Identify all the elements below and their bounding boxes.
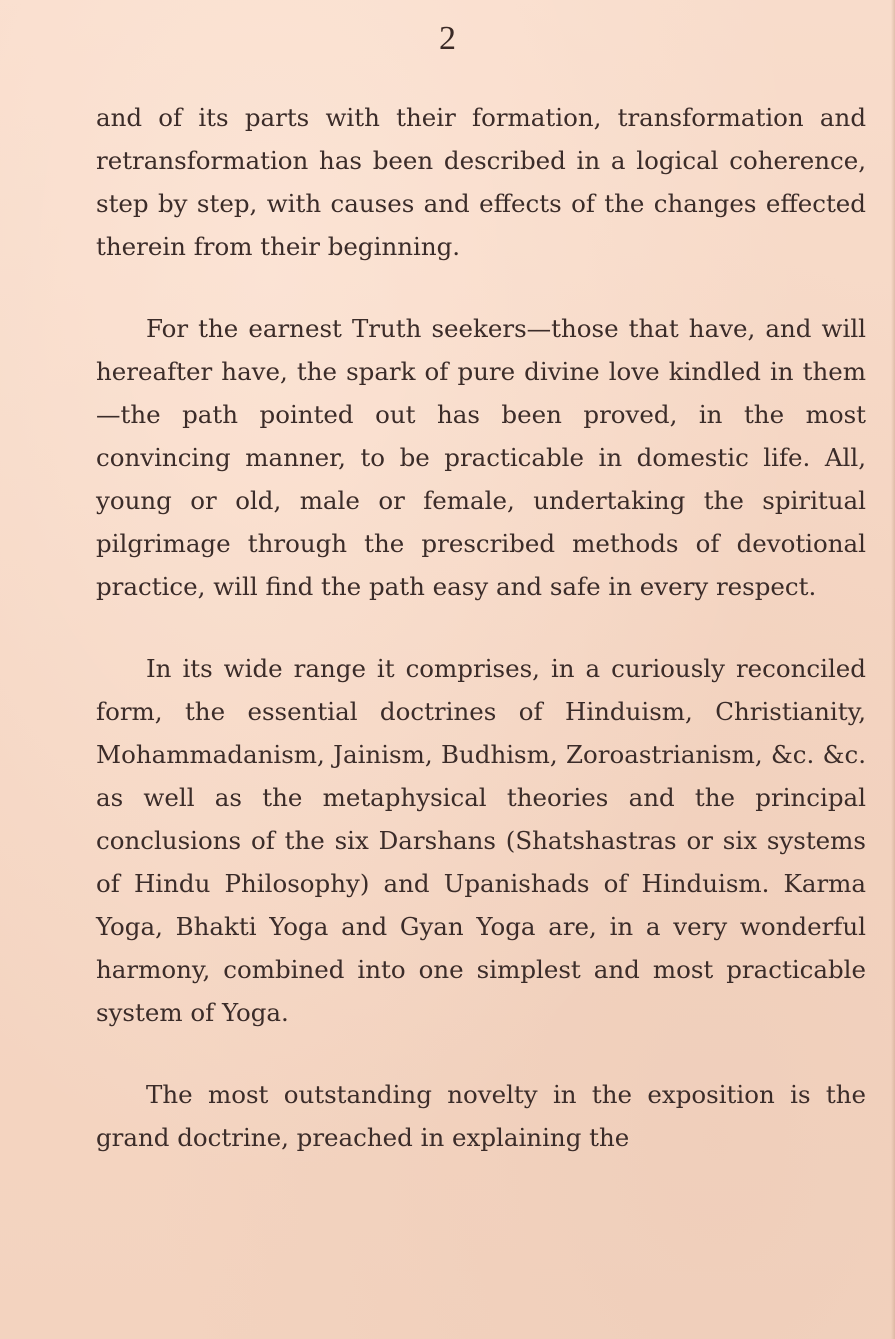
- page-edge-shadow: [891, 0, 895, 1339]
- page-number: 2: [439, 20, 456, 57]
- paragraph-truth-seekers: For the earnest Truth seekers—those that have, and will hereafter have, the spark of pure divine love kindled in them—the path pointed out has been proved, in the most convincing manner, to be practicable in domestic life. All, young or old, male or female, undertaking the spiritual pilgrimage through the prescribed methods of devotional practice, will find the path easy and safe in every respect.: [96, 314, 866, 601]
- paragraph-wide-range: In its wide range it comprises, in a curiously reconciled form, the essential doctrines of Hinduism, Christianity, Mohammadanism, Jainism, Budhism, Zoroastrianism, &c. &c. as well as the metaphysical theories and the principal conclusions of the six Darshans (Shatshastras or six systems of Hindu Philosophy) and Upanishads of Hinduism. Karma Yoga, Bhakti Yoga and Gyan Yoga are, in a very wonderful harmony, combined into one simplest and most practicable system of Yoga.: [96, 654, 866, 1027]
- paragraph-continuation: and of its parts with their formation, transformation and retransformation has been described in a logical coherence, step by step, with causes and effects of the changes effected therein from their beginning.: [96, 103, 866, 261]
- paragraph-novelty: The most outstanding novelty in the exposition is the grand doctrine, preached in explaining the: [96, 1080, 866, 1152]
- page-body-text: [96, 96, 866, 1198]
